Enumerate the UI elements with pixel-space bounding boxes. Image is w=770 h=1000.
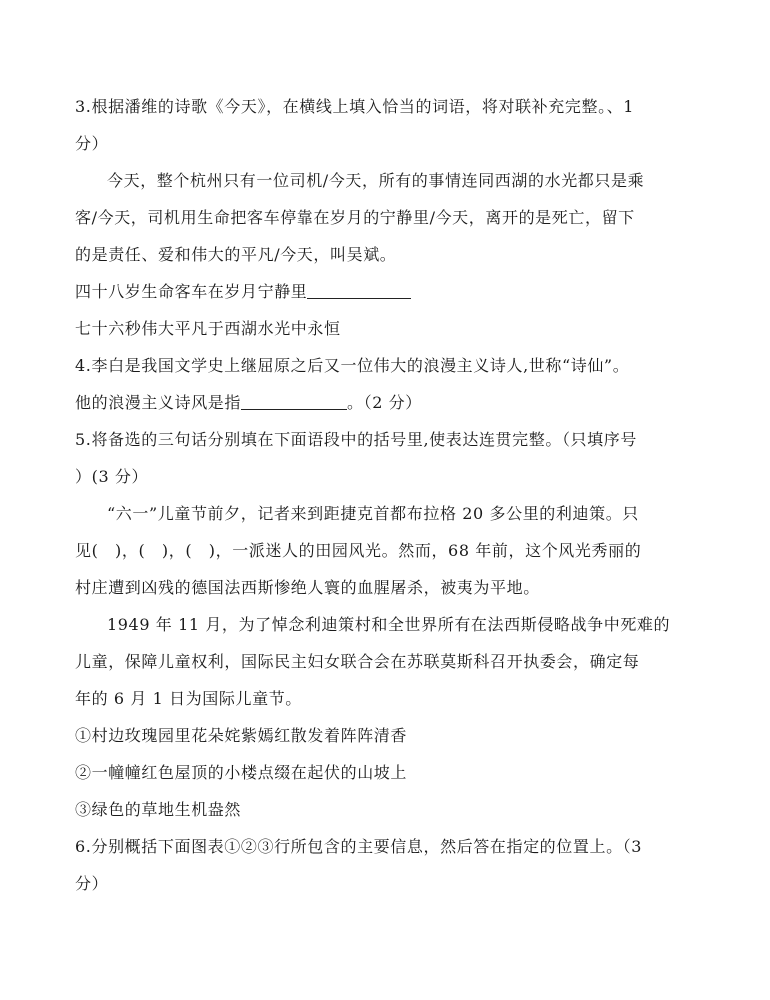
- question-6-stem-cont: 分）: [75, 874, 109, 893]
- question-4-stem-cont: [75, 384, 700, 421]
- couplet-lower: 七十六秒伟大平凡于西湖水光中永恒: [75, 319, 341, 338]
- answer-blank[interactable]: [307, 280, 411, 299]
- poem-line: 的是责任、爱和伟大的平凡/今天，叫吴斌。: [75, 245, 397, 264]
- passage-line: 1949 年 11 月，为了悼念利迪策村和全世界所有在法西斯侵略战争中死难的: [107, 615, 671, 634]
- question-5-stem-cont: ）(3 分）: [75, 467, 149, 486]
- answer-blank[interactable]: [241, 391, 347, 410]
- passage-line: “六一”儿童节前夕，记者来到距捷克首都布拉格 20 多公里的利迪策。只: [107, 504, 639, 523]
- couplet-upper-text: 四十八岁生命客车在岁月宁静里: [75, 282, 308, 301]
- question-4-text-before: 他的浪漫主义诗风是指: [75, 393, 242, 412]
- poem-line: 今天，整个杭州只有一位司机/今天，所有的事情连同西湖的水光都只是乘: [107, 171, 645, 190]
- question-4-text-after: 。（2 分）: [347, 393, 422, 412]
- question-4-stem: 4.李白是我国文学史上继屈原之后又一位伟大的浪漫主义诗人,世称“诗仙”。: [75, 356, 630, 375]
- passage-line: 年的 6 月 1 日为国际儿童节。: [75, 689, 302, 708]
- option-item: ①村边玫瑰园里花朵姹紫嫣红散发着阵阵清香: [75, 726, 408, 745]
- question-5-stem: 5.将备选的三句话分别填在下面语段中的括号里,使表达连贯完整。（只填序号: [75, 430, 637, 449]
- question-3-stem-cont: 分）: [75, 134, 109, 153]
- option-item: ②一幢幢红色屋顶的小楼点缀在起伏的山坡上: [75, 763, 408, 782]
- document-page: [75, 88, 700, 902]
- passage-line: 儿童，保障儿童权利，国际民主妇女联合会在苏联莫斯科召开执委会，确定每: [75, 652, 640, 671]
- question-6-stem: 6.分别概括下面图表①②③行所包含的主要信息，然后答在指定的位置上。（3: [75, 837, 643, 856]
- poem-line: 客/今天，司机用生命把客车停靠在岁月的宁静里/今天，离开的是死亡，留下: [75, 208, 635, 227]
- passage-line: 村庄遭到凶残的德国法西斯惨绝人寰的血腥屠杀，被夷为平地。: [75, 578, 540, 597]
- option-item: ③绿色的草地生机盎然: [75, 800, 242, 819]
- question-3-stem: 3.根据潘维的诗歌《今天》，在横线上填入恰当的词语，将对联补充完整。、1: [75, 97, 635, 116]
- couplet-upper: [75, 273, 700, 310]
- passage-line: 见( )，( )，( )，一派迷人的田园风光。然而，68 年前，这个风光秀丽的: [75, 541, 642, 560]
